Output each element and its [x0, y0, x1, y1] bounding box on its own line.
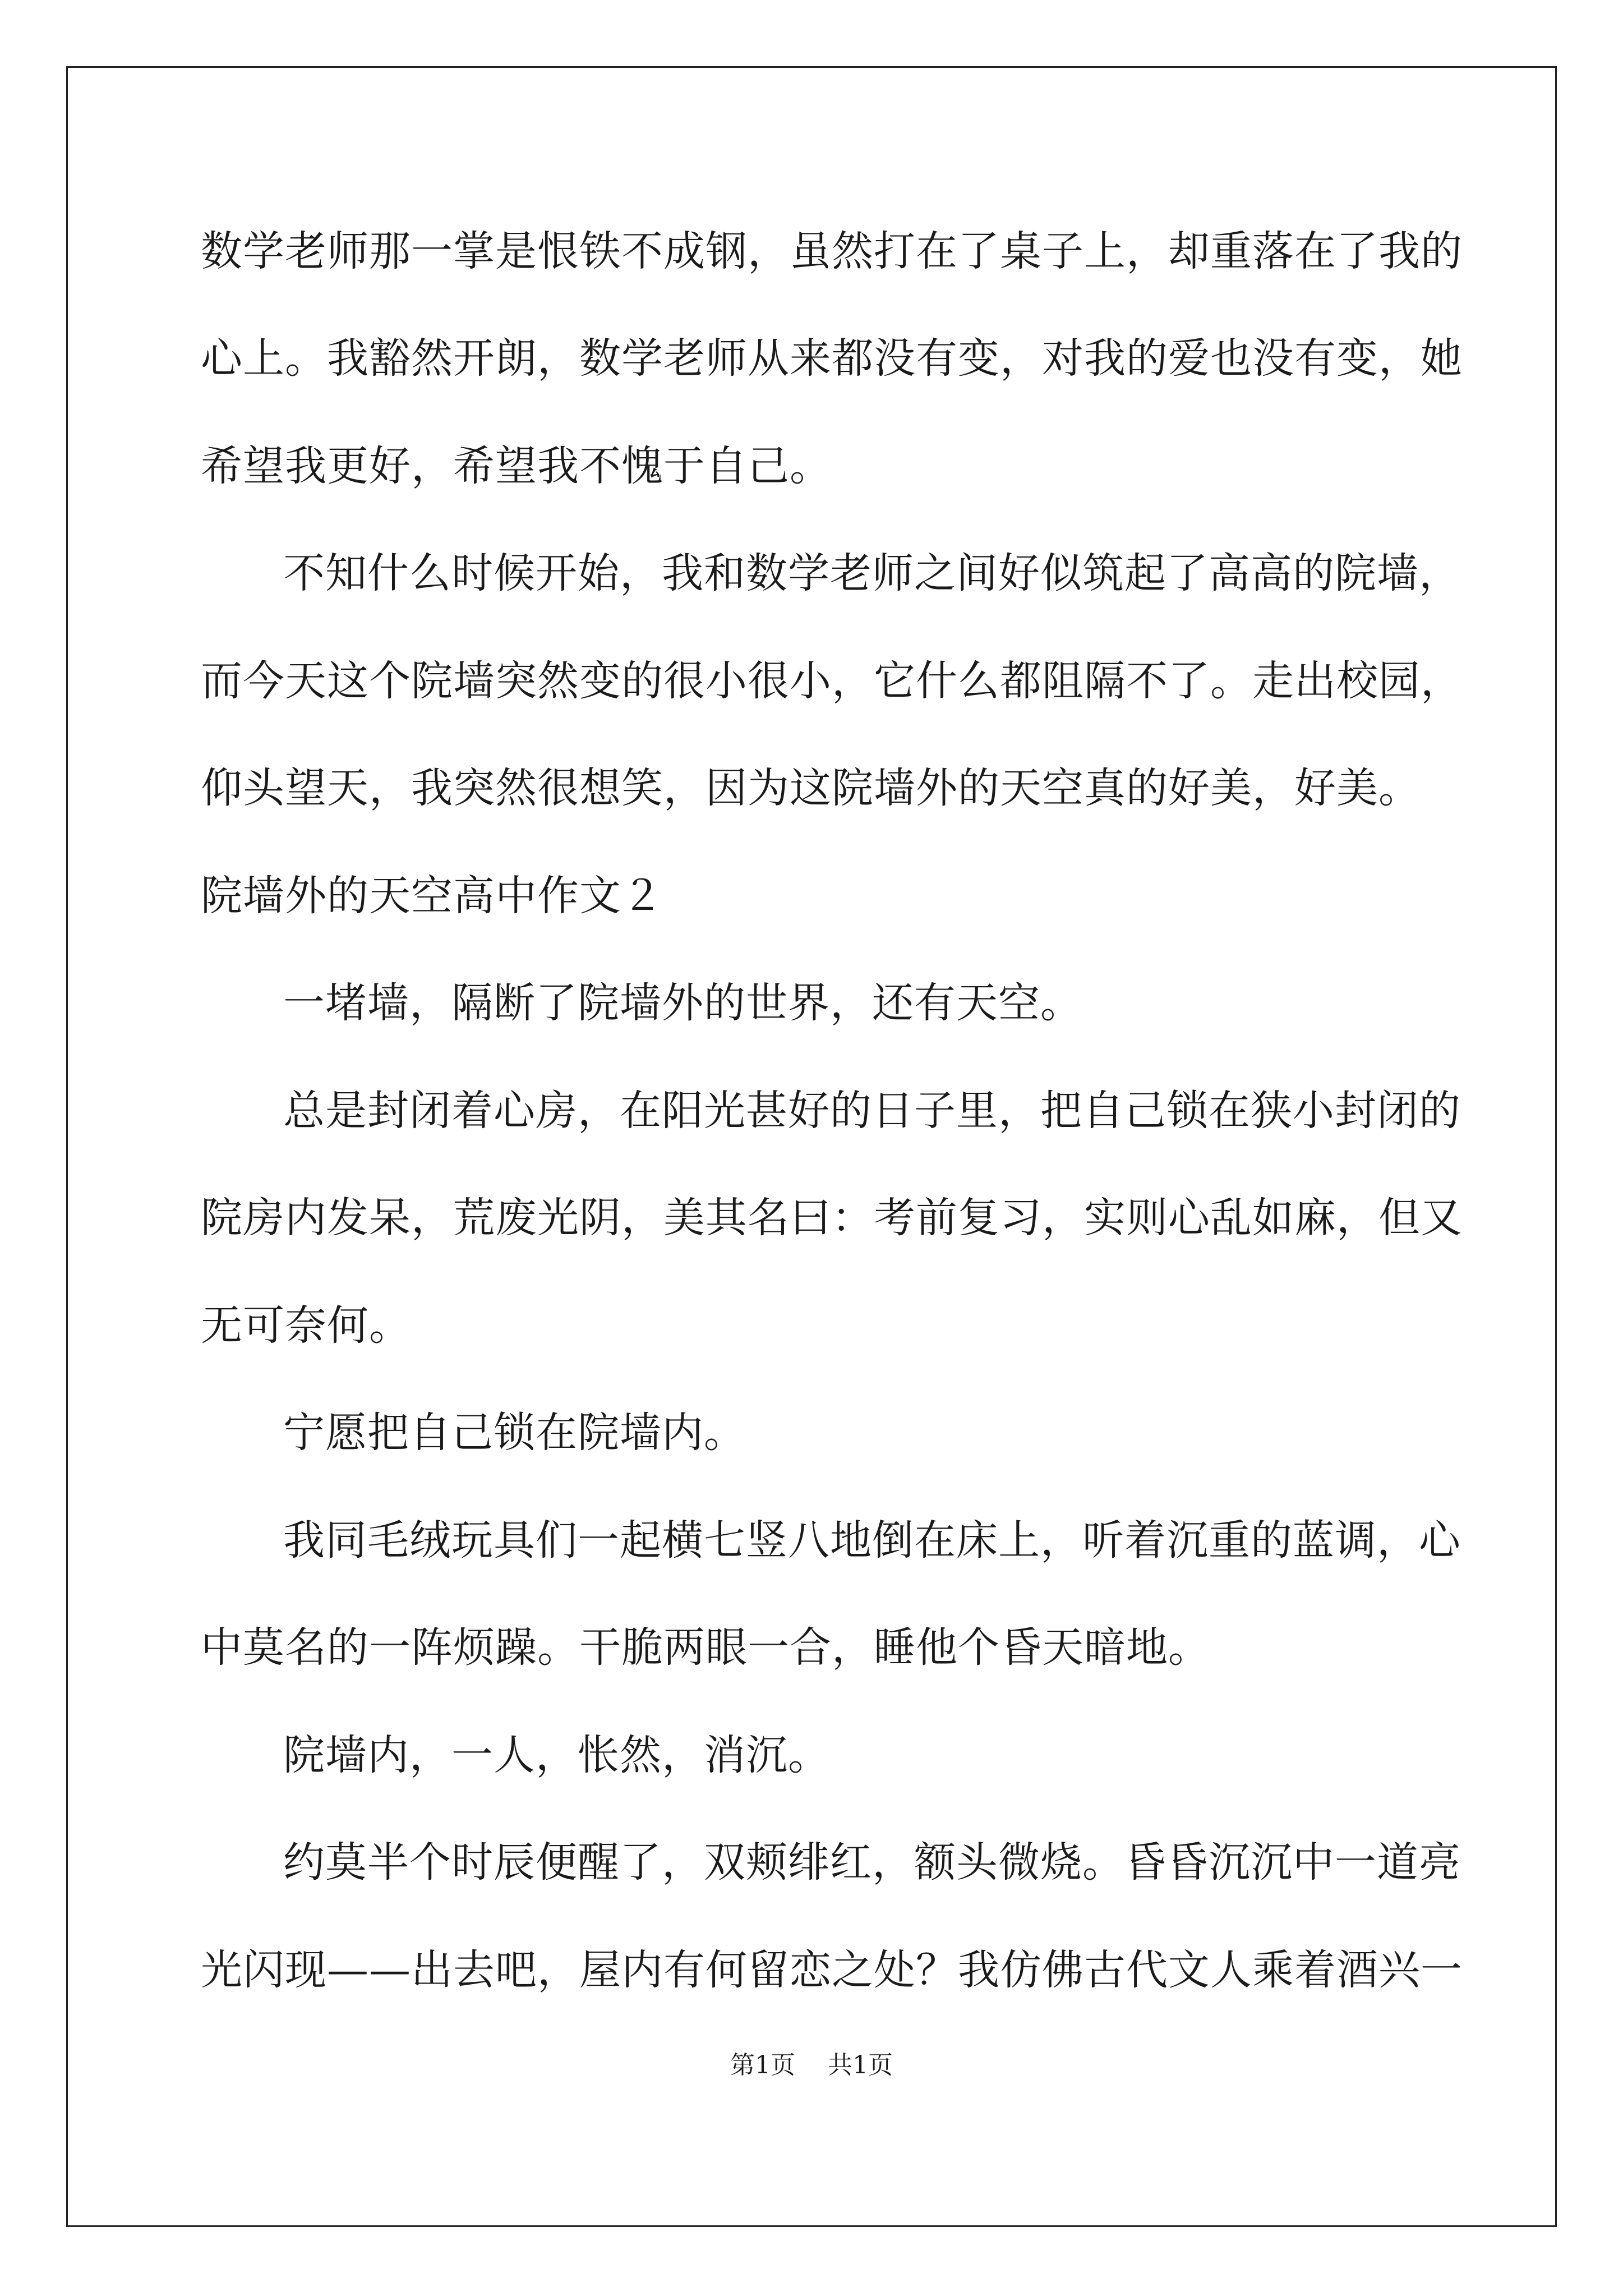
text-line: 心上。我豁然开朗，数学老师从来都没有变，对我的爱也没有变，她: [201, 334, 1463, 383]
paragraph-start-line: 一堵墙，隔断了院墙外的世界，还有天空。: [283, 979, 1082, 1027]
paragraph-start-line: 宁愿把自己锁在院墙内。: [283, 1409, 746, 1457]
page-total: 共1页: [828, 2051, 893, 2079]
text-line: 光闪现——出去吧，屋内有何留恋之处？我仿佛古代文人乘着酒兴一: [201, 1946, 1463, 1994]
paragraph-start-line: 不知什么时候开始，我和数学老师之间好似筑起了高高的院墙，: [283, 549, 1461, 597]
paragraph-start-line: 我同毛绒玩具们一起横七竖八地倒在床上，听着沉重的蓝调，心: [283, 1516, 1461, 1565]
section-heading: 院墙外的天空高中作文２: [201, 872, 663, 920]
page-footer: [0, 2049, 1623, 2082]
text-line: 中莫名的一阵烦躁。干脆两眼一合，睡他个昏天暗地。: [201, 1623, 1210, 1672]
text-line: 仰头望天，我突然很想笑，因为这院墙外的天空真的好美，好美。: [201, 764, 1421, 812]
paragraph-start-line: 约莫半个时辰便醒了，双颊绯红，额头微烧。昏昏沉沉中一道亮: [283, 1838, 1461, 1887]
text-line: 数学老师那一掌是恨铁不成钢，虽然打在了桌子上，却重落在了我的: [201, 227, 1463, 275]
paragraph-start-line: 院墙内，一人，怅然，消沉。: [283, 1731, 830, 1779]
page-border: [66, 66, 1557, 2227]
text-line: 无可奈何。: [201, 1301, 411, 1350]
page-number: 第1页: [730, 2051, 795, 2079]
paragraph-start-line: 总是封闭着心房，在阳光甚好的日子里，把自己锁在狭小封闭的: [283, 1087, 1461, 1135]
text-line: 院房内发呆，荒废光阴，美其名曰：考前复习，实则心乱如麻，但又: [201, 1194, 1463, 1242]
text-line: 希望我更好，希望我不愧于自己。: [201, 442, 832, 490]
text-line: 而今天这个院墙突然变的很小很小，它什么都阻隔不了。走出校园，: [201, 657, 1463, 705]
